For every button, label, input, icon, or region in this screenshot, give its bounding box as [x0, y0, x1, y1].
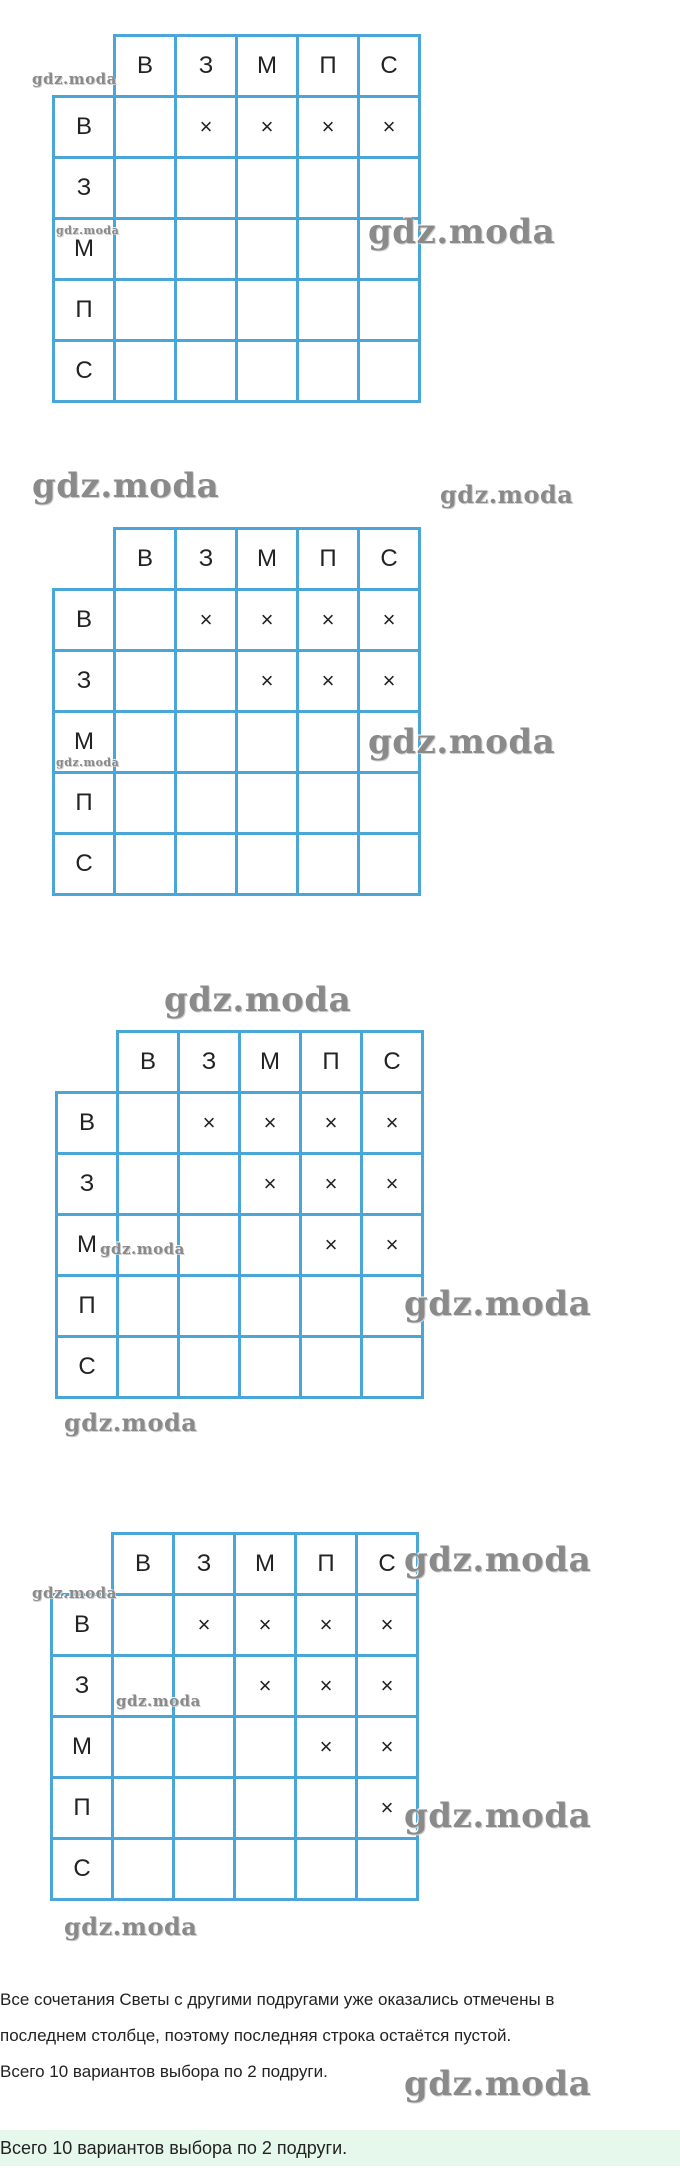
column-header: М	[240, 1032, 301, 1093]
watermark: gdz.moda	[32, 1584, 117, 1602]
table-cell: ×	[174, 1595, 235, 1656]
table-cell	[298, 773, 359, 834]
table-row	[54, 773, 420, 834]
table-cell: ×	[301, 1154, 362, 1215]
table-cell	[359, 158, 420, 219]
table-cell	[237, 280, 298, 341]
table-cell: ×	[362, 1093, 423, 1154]
column-header: З	[174, 1534, 235, 1595]
table-cell: ×	[235, 1656, 296, 1717]
column-header: П	[298, 529, 359, 590]
row-header: П	[54, 773, 115, 834]
table-cell	[235, 1717, 296, 1778]
column-header: С	[357, 1534, 418, 1595]
table-cell	[298, 834, 359, 895]
column-header: В	[115, 529, 176, 590]
table-cell: ×	[237, 651, 298, 712]
table-cell	[176, 158, 237, 219]
column-header: П	[298, 36, 359, 97]
table-cell	[115, 651, 176, 712]
row-header: З	[57, 1154, 118, 1215]
table-row	[52, 1839, 418, 1900]
table-cell	[174, 1778, 235, 1839]
table-cell: ×	[179, 1093, 240, 1154]
row-header: М	[52, 1717, 113, 1778]
table-row	[57, 1154, 423, 1215]
table-cell	[359, 773, 420, 834]
table-cell: ×	[357, 1778, 418, 1839]
table-cell: ×	[298, 590, 359, 651]
table-cell	[115, 158, 176, 219]
watermark: gdz.moda	[404, 1284, 592, 1324]
table-cell	[174, 1839, 235, 1900]
table-cell: ×	[237, 590, 298, 651]
table-cell	[301, 1276, 362, 1337]
table-cell: ×	[357, 1656, 418, 1717]
table-cell	[362, 1337, 423, 1398]
combination-table-3	[55, 1030, 424, 1399]
table-cell	[113, 1839, 174, 1900]
column-header: В	[113, 1534, 174, 1595]
table-row	[52, 1656, 418, 1717]
table-row	[52, 1595, 418, 1656]
table-cell: ×	[357, 1717, 418, 1778]
watermark: gdz.moda	[56, 224, 120, 237]
table-cell	[115, 341, 176, 402]
row-header: С	[52, 1839, 113, 1900]
table-cell	[113, 1778, 174, 1839]
row-header: З	[52, 1656, 113, 1717]
table-cell	[115, 97, 176, 158]
table-cell	[296, 1778, 357, 1839]
answer-highlight: Всего 10 вариантов выбора по 2 подруги.	[0, 2130, 680, 2166]
table-cell	[235, 1778, 296, 1839]
column-header: П	[301, 1032, 362, 1093]
table-cell	[118, 1276, 179, 1337]
table-cell: ×	[237, 97, 298, 158]
explanation-line-3: Всего 10 вариантов выбора по 2 подруги.	[0, 2062, 328, 2081]
table-cell	[176, 219, 237, 280]
table-cell: ×	[176, 590, 237, 651]
watermark: gdz.moda	[404, 1540, 592, 1580]
row-header: П	[54, 280, 115, 341]
table-cell	[240, 1276, 301, 1337]
table-cell: ×	[296, 1717, 357, 1778]
corner-cell	[54, 529, 115, 590]
column-header: С	[359, 36, 420, 97]
table-cell	[240, 1215, 301, 1276]
table-cell	[174, 1717, 235, 1778]
table-cell: ×	[362, 1154, 423, 1215]
table-cell: ×	[301, 1215, 362, 1276]
row-header: С	[54, 834, 115, 895]
table-cell	[357, 1839, 418, 1900]
watermark: gdz.moda	[164, 980, 352, 1020]
table-cell	[118, 1154, 179, 1215]
table-cell	[179, 1154, 240, 1215]
table-cell	[301, 1337, 362, 1398]
table-cell	[115, 834, 176, 895]
table-cell	[240, 1337, 301, 1398]
table-cell	[298, 712, 359, 773]
table-cell: ×	[240, 1093, 301, 1154]
watermark: gdz.moda	[100, 1240, 185, 1258]
watermark: gdz.moda	[368, 722, 556, 762]
table-row	[54, 341, 420, 402]
table-row	[54, 651, 420, 712]
table-cell	[298, 219, 359, 280]
table-cell	[298, 341, 359, 402]
row-header: П	[57, 1276, 118, 1337]
table-cell	[237, 712, 298, 773]
table-cell	[179, 1337, 240, 1398]
table-cell: ×	[359, 97, 420, 158]
table-cell	[115, 219, 176, 280]
row-header: В	[52, 1595, 113, 1656]
table-cell	[176, 834, 237, 895]
table-cell	[118, 1337, 179, 1398]
watermark: gdz.moda	[64, 1912, 198, 1941]
header-row	[57, 1032, 423, 1093]
table-cell	[179, 1215, 240, 1276]
row-header: В	[57, 1093, 118, 1154]
table-cell: ×	[298, 97, 359, 158]
header-row	[54, 529, 420, 590]
table-row	[54, 834, 420, 895]
table-row	[57, 1337, 423, 1398]
table-cell: ×	[296, 1595, 357, 1656]
row-header: В	[54, 97, 115, 158]
table-cell	[298, 158, 359, 219]
table-cell	[118, 1093, 179, 1154]
table-row	[54, 97, 420, 158]
column-header: М	[237, 36, 298, 97]
table-cell	[179, 1276, 240, 1337]
table-cell	[113, 1595, 174, 1656]
row-header: З	[54, 651, 115, 712]
table-cell	[176, 280, 237, 341]
table-row	[54, 158, 420, 219]
column-header: З	[179, 1032, 240, 1093]
table-row	[57, 1093, 423, 1154]
column-header: В	[118, 1032, 179, 1093]
row-header: П	[52, 1778, 113, 1839]
row-header: С	[57, 1337, 118, 1398]
combination-table-1	[52, 34, 421, 403]
table-cell	[237, 341, 298, 402]
table-cell: ×	[176, 97, 237, 158]
column-header: М	[235, 1534, 296, 1595]
row-header: М	[57, 1215, 118, 1276]
table-cell: ×	[235, 1595, 296, 1656]
table-cell	[113, 1717, 174, 1778]
column-header: З	[176, 529, 237, 590]
table-cell: ×	[359, 590, 420, 651]
table-cell	[115, 712, 176, 773]
table-cell: ×	[296, 1656, 357, 1717]
table-cell	[237, 219, 298, 280]
watermark: gdz.moda	[56, 756, 120, 769]
column-header: В	[115, 36, 176, 97]
explanation-line-1: Все сочетания Светы с другими подругами уже оказались отмечены в	[0, 1990, 555, 2009]
column-header: С	[362, 1032, 423, 1093]
watermark: gdz.moda	[116, 1692, 201, 1710]
column-header: З	[176, 36, 237, 97]
table-cell	[176, 712, 237, 773]
table-cell	[235, 1839, 296, 1900]
table-row	[52, 1717, 418, 1778]
table-row	[57, 1276, 423, 1337]
column-header: М	[237, 529, 298, 590]
table-cell	[115, 773, 176, 834]
table-cell	[176, 773, 237, 834]
corner-cell	[57, 1032, 118, 1093]
table-cell: ×	[362, 1215, 423, 1276]
row-header: В	[54, 590, 115, 651]
row-header: С	[54, 341, 115, 402]
combination-table-2	[52, 527, 421, 896]
column-header: С	[359, 529, 420, 590]
table-cell	[298, 280, 359, 341]
table-cell: ×	[359, 651, 420, 712]
table-cell: ×	[240, 1154, 301, 1215]
table-row	[52, 1778, 418, 1839]
table-cell: ×	[357, 1595, 418, 1656]
watermark: gdz.moda	[32, 70, 117, 88]
watermark: gdz.moda	[32, 466, 220, 506]
table-cell	[237, 773, 298, 834]
watermark: gdz.moda	[64, 1408, 198, 1437]
watermark: gdz.moda	[404, 1796, 592, 1836]
watermark: gdz.moda	[404, 2064, 592, 2104]
table-cell	[359, 280, 420, 341]
table-cell	[176, 651, 237, 712]
watermark: gdz.moda	[440, 480, 574, 509]
explanation-line-2: последнем столбце, поэтому последняя строка остаётся пустой.	[0, 2026, 512, 2045]
table-cell	[115, 590, 176, 651]
table-cell	[237, 158, 298, 219]
watermark: gdz.moda	[368, 212, 556, 252]
table-cell: ×	[298, 651, 359, 712]
table-cell	[115, 280, 176, 341]
table-cell	[359, 834, 420, 895]
column-header: П	[296, 1534, 357, 1595]
table-cell	[359, 341, 420, 402]
row-header: М	[54, 712, 115, 773]
table-cell	[237, 834, 298, 895]
table-row	[54, 280, 420, 341]
row-header: З	[54, 158, 115, 219]
row-header: М	[54, 219, 115, 280]
table-cell	[176, 341, 237, 402]
table-cell: ×	[301, 1093, 362, 1154]
table-cell	[296, 1839, 357, 1900]
table-row	[54, 590, 420, 651]
